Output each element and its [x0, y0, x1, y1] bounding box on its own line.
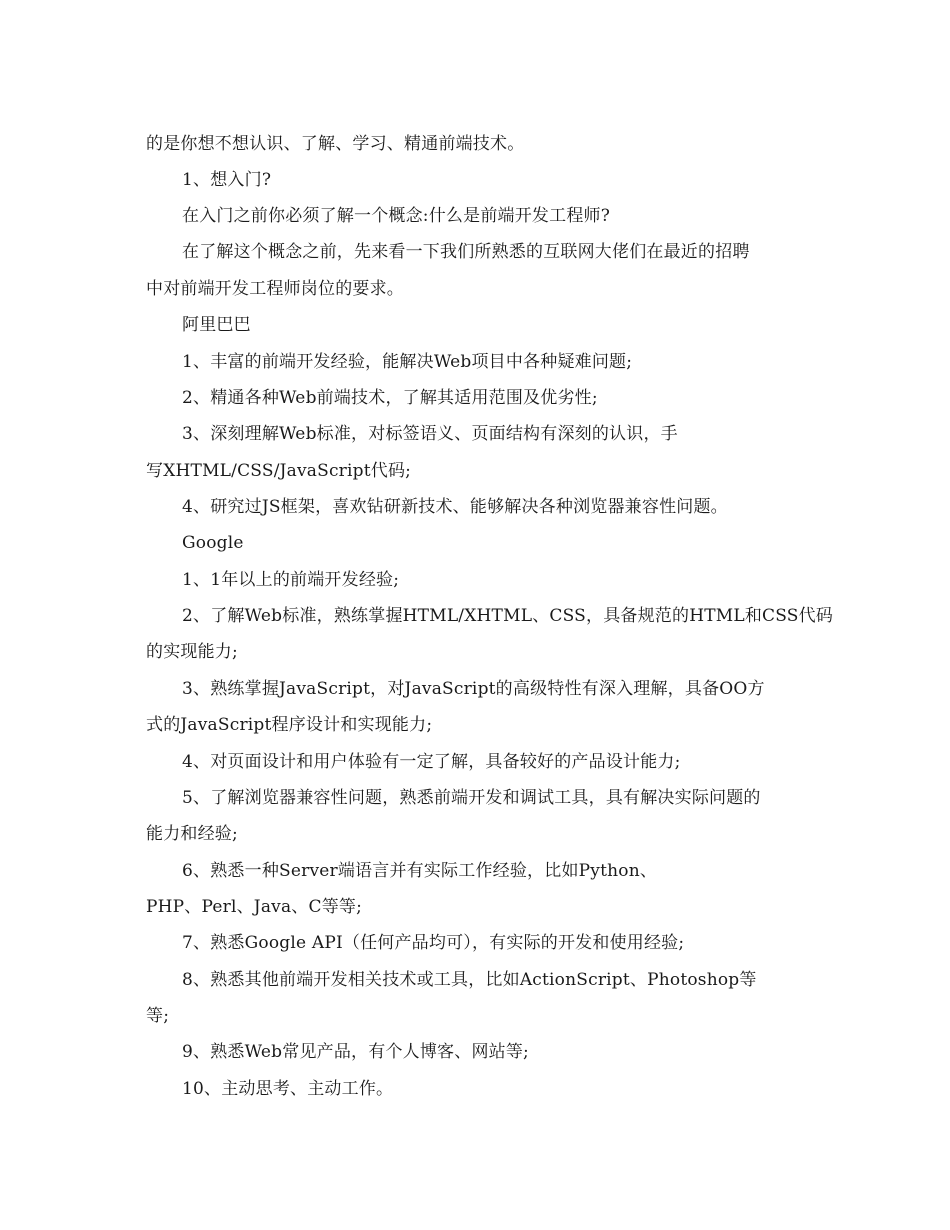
list-item: 3、深刻理解Web标准，对标签语义、页面结构有深刻的认识，手	[182, 424, 678, 444]
company-heading-alibaba: 阿里巴巴	[182, 315, 251, 335]
list-item-continuation: 的实现能力;	[146, 642, 238, 662]
list-item-continuation: 能力和经验;	[146, 824, 238, 844]
list-item: 6、熟悉一种Server端语言并有实际工作经验，比如Python、	[182, 861, 658, 881]
text-line: 中对前端开发工程师岗位的要求。	[146, 279, 404, 299]
text-line: 的是你想不想认识、了解、学习、精通前端技术。	[146, 134, 525, 154]
list-item: 1、1年以上的前端开发经验;	[182, 570, 400, 590]
list-item: 4、研究过JS框架，喜欢钻研新技术、能够解决各种浏览器兼容性问题。	[182, 497, 728, 517]
list-item: 5、了解浏览器兼容性问题，熟悉前端开发和调试工具，具有解决实际问题的	[182, 788, 761, 808]
list-item: 8、熟悉其他前端开发相关技术或工具，比如ActionScript、Photoshop等	[182, 970, 757, 990]
list-item: 3、熟练掌握JavaScript，对JavaScript的高级特性有深入理解，具备OO方	[182, 679, 765, 699]
list-item: 9、熟悉Web常见产品，有个人博客、网站等;	[182, 1042, 529, 1062]
list-item: 7、熟悉Google API（任何产品均可），有实际的开发和使用经验;	[182, 933, 685, 953]
company-heading-google: Google	[182, 533, 244, 553]
list-item-continuation: 写XHTML/CSS/JavaScript代码;	[146, 461, 412, 481]
list-item-continuation: 式的JavaScript程序设计和实现能力;	[146, 715, 433, 735]
list-item: 2、精通各种Web前端技术，了解其适用范围及优劣性;	[182, 388, 598, 408]
list-item: 1、丰富的前端开发经验，能解决Web项目中各种疑难问题;	[182, 352, 633, 372]
section-heading: 1、想入门?	[182, 170, 272, 190]
list-item-continuation: PHP、Perl、Java、C等等;	[146, 897, 363, 917]
list-item: 4、对页面设计和用户体验有一定了解，具备较好的产品设计能力;	[182, 752, 681, 772]
text-line: 在入门之前你必须了解一个概念:什么是前端开发工程师?	[182, 206, 611, 226]
list-item: 10、主动思考、主动工作。	[182, 1079, 394, 1099]
list-item-continuation: 等;	[146, 1006, 170, 1026]
text-line: 在了解这个概念之前，先来看一下我们所熟悉的互联网大佬们在最近的招聘	[182, 242, 750, 262]
list-item: 2、了解Web标准，熟练掌握HTML/XHTML、CSS，具备规范的HTML和CSS代码	[182, 606, 834, 626]
